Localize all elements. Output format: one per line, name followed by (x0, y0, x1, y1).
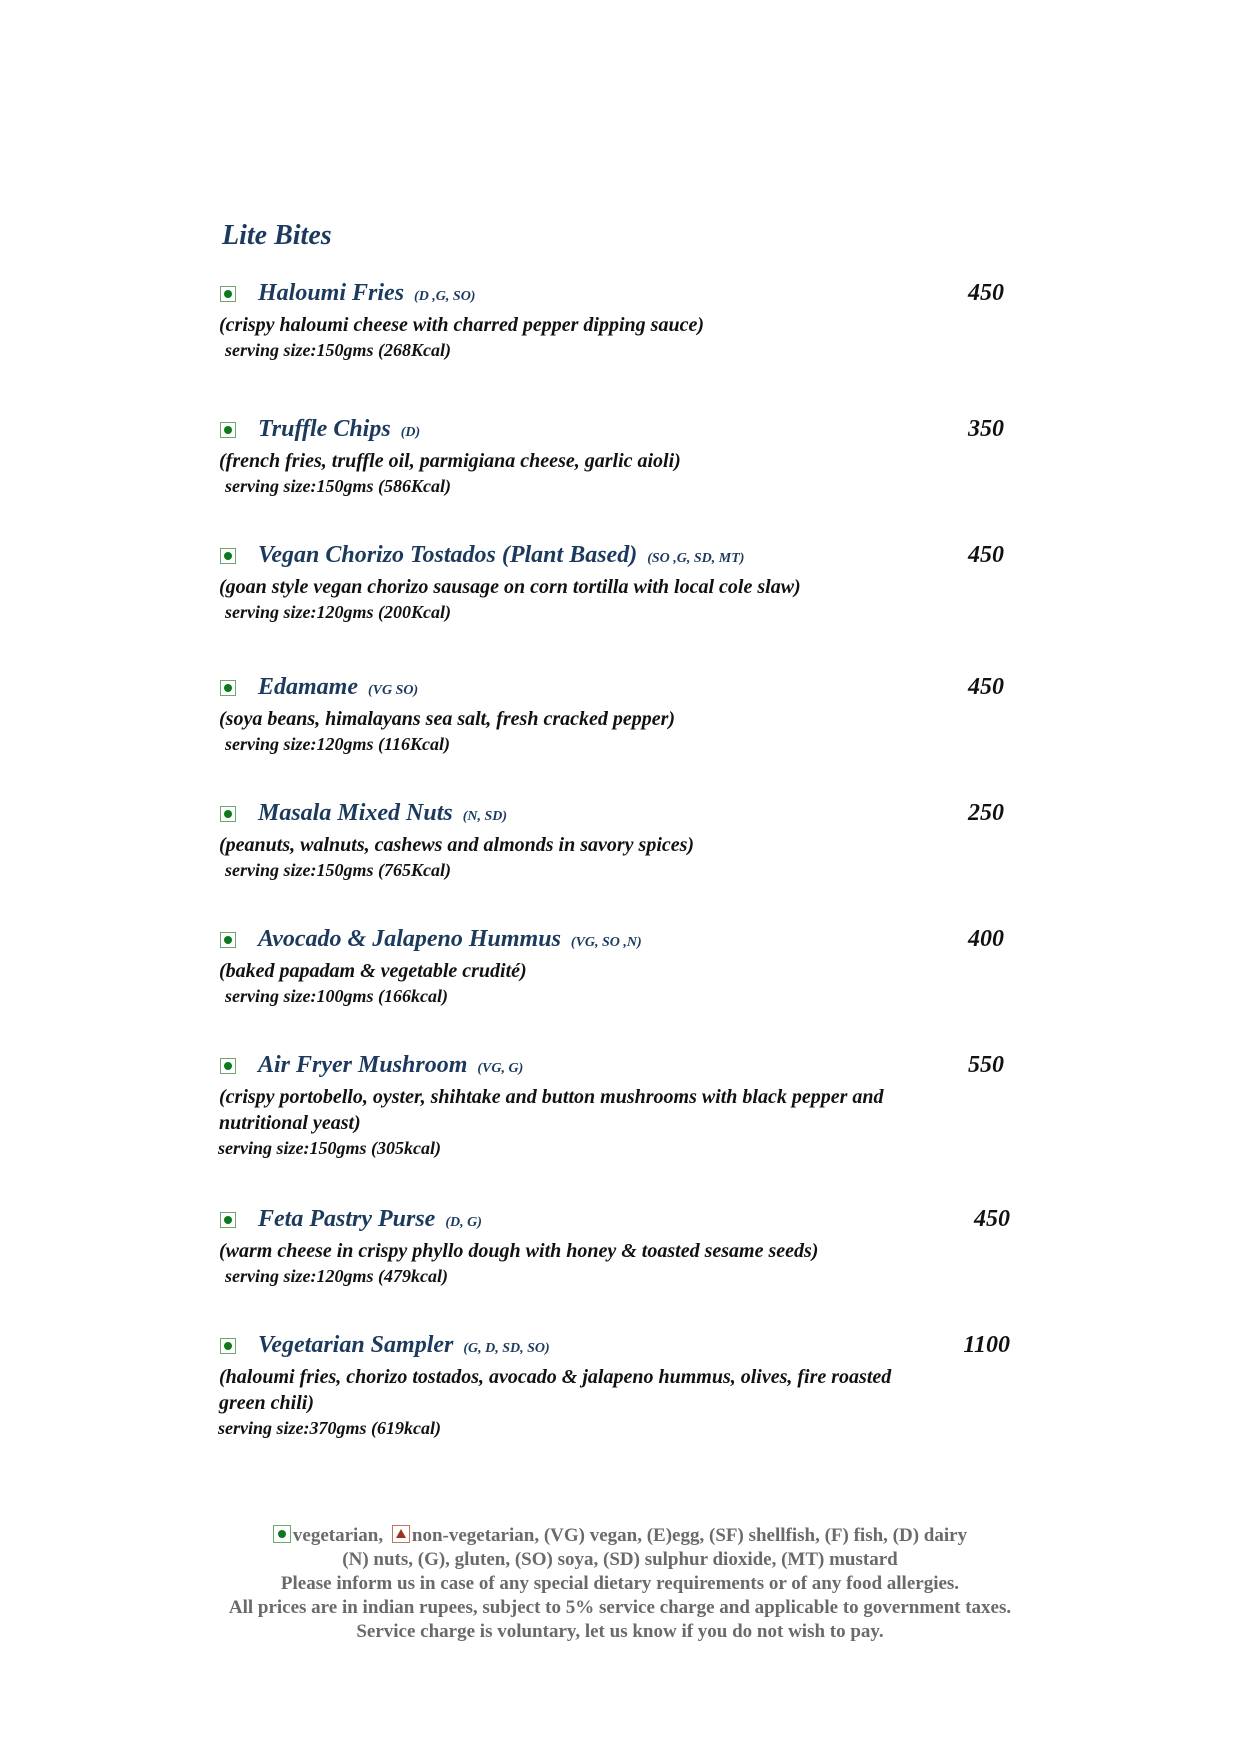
menu-item (218, 416, 1038, 498)
vegetarian-icon (273, 1525, 291, 1543)
item-name: Vegan Chorizo Tostados (Plant Based) (SO ,G, SD, MT) (258, 542, 745, 568)
item-serving-size: serving size:150gms (765Kcal) (225, 860, 451, 880)
item-allergen-tags: (D, G) (445, 1215, 482, 1230)
item-price: 550 (968, 1052, 1004, 1078)
item-name: Haloumi Fries (D ,G, SO) (258, 280, 476, 306)
allergen-legend-line: (N) nuts, (G), gluten, (SO) soya, (SD) sulphur dioxide, (MT) mustard (342, 1549, 898, 1570)
item-name: Feta Pastry Purse (D, G) (258, 1206, 482, 1232)
menu-item (218, 674, 1038, 756)
vegetarian-icon (220, 1338, 236, 1354)
vegetarian-icon (220, 422, 236, 438)
item-serving-size: serving size:150gms (586Kcal) (225, 476, 451, 496)
menu-item (218, 800, 1038, 882)
item-name: Vegetarian Sampler (G, D, SD, SO) (258, 1332, 550, 1358)
item-name: Truffle Chips (D) (258, 416, 421, 442)
item-serving-size: serving size:150gms (268Kcal) (225, 340, 451, 360)
item-description: (crispy haloumi cheese with charred pepper dipping sauce) (219, 314, 704, 336)
menu-item (218, 1332, 1038, 1440)
item-description: (warm cheese in crispy phyllo dough with honey & toasted sesame seeds) (219, 1240, 819, 1262)
item-name: Masala Mixed Nuts (N, SD) (258, 800, 508, 826)
item-description: (baked papadam & vegetable crudité) (219, 960, 527, 982)
section-title: Lite Bites (222, 220, 332, 251)
vegetarian-icon (220, 932, 236, 948)
item-allergen-tags: (SO ,G, SD, MT) (647, 551, 745, 566)
item-description: (peanuts, walnuts, cashews and almonds in savory spices) (219, 834, 695, 856)
vegetarian-icon (220, 680, 236, 696)
dietary-notice: Please inform us in case of any special dietary requirements or of any food allergies. (280, 1573, 960, 1594)
legend-line: vegetarian, non-vegetarian, (VG) vegan, (E)egg, (SF) shellfish, (F) fish, (D) dairy (160, 1524, 1080, 1548)
menu-item (218, 1052, 1038, 1160)
item-serving-size: serving size:100gms (166kcal) (225, 986, 448, 1006)
item-description: (crispy portobello, oyster, shihtake and button mushrooms with black pepper and nutritional yeast) (219, 1086, 884, 1134)
vegetarian-icon (220, 548, 236, 564)
item-allergen-tags: (D ,G, SO) (414, 289, 476, 304)
dietary-footer (160, 1524, 1080, 1644)
item-name: Avocado & Jalapeno Hummus (VG, SO ,N) (258, 926, 642, 952)
vegetarian-icon (220, 1212, 236, 1228)
menu-item (218, 280, 1038, 362)
non-vegetarian-icon (392, 1525, 410, 1543)
menu-item (218, 542, 1038, 624)
item-allergen-tags: (G, D, SD, SO) (463, 1341, 550, 1356)
item-name: Air Fryer Mushroom (VG, G) (258, 1052, 524, 1078)
item-name: Edamame (VG SO) (258, 674, 419, 700)
item-serving-size: serving size:120gms (479kcal) (225, 1266, 448, 1286)
item-price: 1100 (963, 1332, 1010, 1358)
item-price: 400 (968, 926, 1004, 952)
item-serving-size: serving size:120gms (116Kcal) (225, 734, 450, 754)
item-allergen-tags: (VG, G) (477, 1061, 524, 1076)
item-allergen-tags: (VG SO) (368, 683, 419, 698)
item-allergen-tags: (N, SD) (462, 809, 508, 824)
item-serving-size: serving size:150gms (305kcal) (218, 1138, 441, 1158)
vegetarian-icon (220, 286, 236, 302)
menu-item (218, 926, 1038, 1008)
item-serving-size: serving size:120gms (200Kcal) (225, 602, 451, 622)
item-description: (soya beans, himalayans sea salt, fresh cracked pepper) (219, 708, 676, 730)
item-description: (haloumi fries, chorizo tostados, avocado & jalapeno hummus, olives, fire roasted green chili) (219, 1366, 892, 1414)
service-charge-notice: Service charge is voluntary, let us know if you do not wish to pay. (356, 1621, 884, 1642)
item-serving-size: serving size:370gms (619kcal) (218, 1418, 441, 1438)
item-description: (french fries, truffle oil, parmigiana cheese, garlic aioli) (219, 450, 681, 472)
pricing-notice: All prices are in indian rupees, subject to 5% service charge and applicable to government taxes. (228, 1597, 1012, 1618)
vegetarian-icon (220, 806, 236, 822)
item-price: 450 (968, 542, 1004, 568)
item-allergen-tags: (D) (400, 425, 421, 440)
vegetarian-icon (220, 1058, 236, 1074)
item-description: (goan style vegan chorizo sausage on corn tortilla with local cole slaw) (219, 576, 801, 598)
item-price: 450 (974, 1206, 1010, 1232)
menu-item (218, 1206, 1038, 1288)
item-price: 250 (968, 800, 1004, 826)
item-allergen-tags: (VG, SO ,N) (570, 935, 642, 950)
item-price: 350 (968, 416, 1004, 442)
item-price: 450 (968, 280, 1004, 306)
item-price: 450 (968, 674, 1004, 700)
